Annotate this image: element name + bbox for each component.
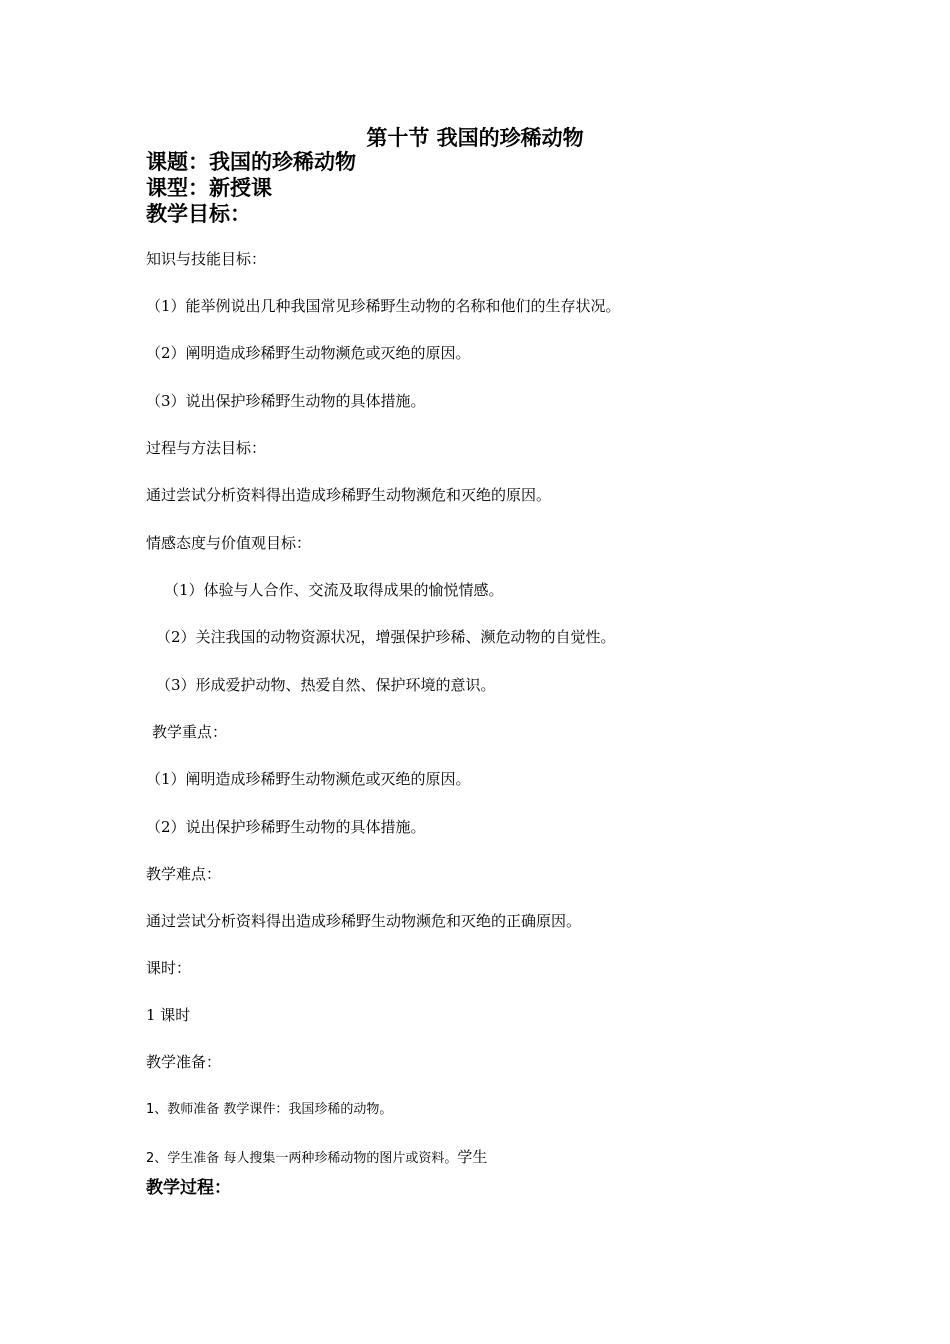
difficulty-heading: 教学难点：: [146, 865, 222, 883]
process-text: 通过尝试分析资料得出造成珍稀野生动物濒危和灭绝的原因。: [146, 486, 552, 504]
knowledge-item: （3）说出保护珍稀野生动物的具体措施。: [146, 392, 426, 410]
prep-item-tail: 学生: [457, 1148, 488, 1166]
prep-heading: 教学准备：: [146, 1053, 222, 1071]
hours-text: 1 课时: [146, 1006, 191, 1024]
prep-item-line: [146, 1147, 487, 1169]
key-point-item: （1）阐明造成珍稀野生动物濒危或灭绝的原因。: [146, 770, 471, 788]
knowledge-item: （1）能举例说出几种我国常见珍稀野生动物的名称和他们的生存状况。: [146, 297, 621, 315]
difficulty-text: 通过尝试分析资料得出造成珍稀野生动物濒危和灭绝的正确原因。: [146, 912, 582, 930]
objectives-heading: 教学目标：: [146, 202, 251, 226]
prep-item: 1、教师准备 教学课件：我国珍稀的动物。: [146, 1102, 393, 1117]
emotion-item: （2）关注我国的动物资源状况，增强保护珍稀、濒危动物的自觉性。: [156, 628, 616, 646]
knowledge-heading: 知识与技能目标：: [146, 250, 267, 268]
key-points-heading: 教学重点：: [152, 723, 228, 741]
emotion-item: （3）形成爱护动物、热爱自然、保护环境的意识。: [156, 676, 496, 694]
document-title: 第十节 我国的珍稀动物: [366, 126, 584, 150]
knowledge-item: （2）阐明造成珍稀野生动物濒危或灭绝的原因。: [146, 344, 471, 362]
prep-item: 2、学生准备 每人搜集一两种珍稀动物的图片或资料。: [146, 1151, 458, 1166]
emotion-item: （1）体验与人合作、交流及取得成果的愉悦情感。: [164, 581, 504, 599]
key-point-item: （2）说出保护珍稀野生动物的具体措施。: [146, 818, 426, 836]
emotion-heading: 情感态度与价值观目标：: [146, 534, 312, 552]
hours-heading: 课时：: [146, 959, 192, 977]
lesson-type-heading: 课型：新授课: [146, 176, 272, 200]
process-heading: 过程与方法目标：: [146, 439, 267, 457]
process-section-heading: 教学过程：: [146, 1178, 231, 1198]
topic-heading: 课题：我国的珍稀动物: [146, 150, 356, 174]
